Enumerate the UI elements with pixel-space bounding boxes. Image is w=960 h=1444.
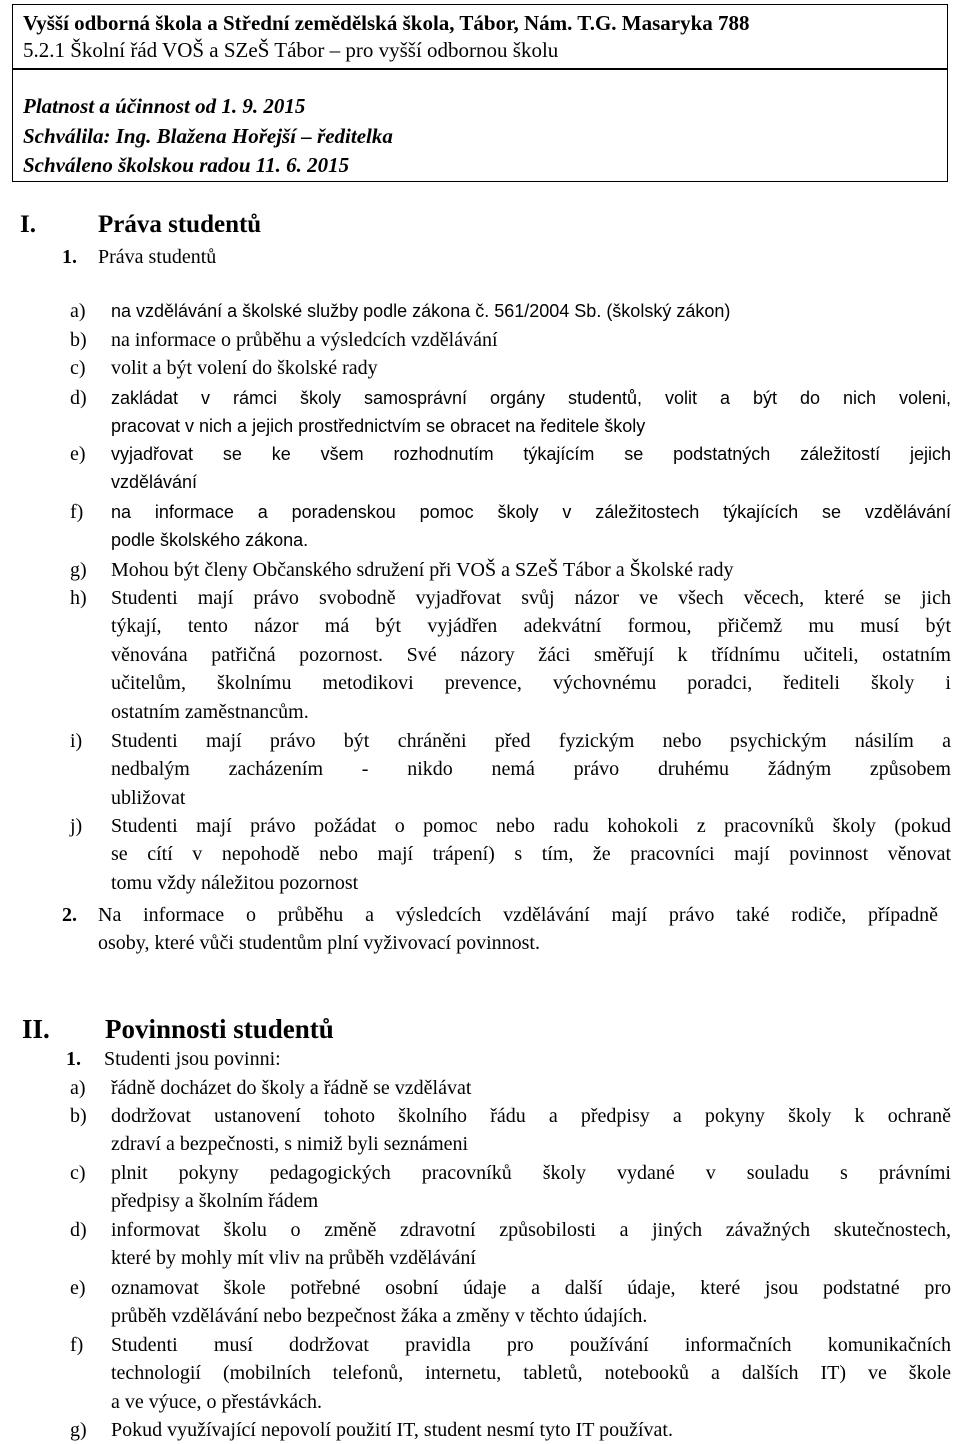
point-2-line-1: Na informace o průběhu a výsledcích vzdělávání mají právo také rodiče, případně: [98, 904, 938, 926]
section1-item-text-line: týkají, tento názor má být vyjádřen adekvátní formou, přičemž mu musí být: [111, 615, 951, 638]
section2-item-text-line: průběh vzdělávání nebo bezpečnost žáka a změny v těchto údajích.: [111, 1305, 648, 1328]
section1-item-text-line: volit a být volení do školské rady: [111, 357, 378, 379]
subsection-2-title: Studenti jsou povinni:: [104, 1048, 281, 1070]
header-box-approval: [12, 69, 948, 182]
school-name: Vyšší odborná škola a Střední zemědělská škola, Tábor, Nám. T.G. Masaryka 788: [23, 11, 750, 35]
section1-item-text-line: Studenti mají právo být chráněni před fyzickým nebo psychickým násilím a: [111, 730, 951, 752]
section1-item-text-line: vyjadřovat se ke všem rozhodnutím týkajícím se podstatných záležitostí jejich: [111, 444, 951, 464]
section2-item-text-line: předpisy a školním řádem: [111, 1190, 319, 1213]
section2-item-text-line: řádně docházet do školy a řádně se vzdělávat: [111, 1077, 472, 1099]
point-2-line-2: osoby, které vůči studentům plní vyživovací povinnost.: [98, 932, 540, 954]
section1-item-marker: b): [70, 329, 87, 351]
section1-item-marker: i): [70, 730, 83, 752]
section1-item-text-line: podle školského zákona.: [111, 530, 309, 551]
section1-item-text-line: učitelům, školnímu metodikovi prevence, výchovnému poradci, řediteli školy i: [111, 672, 951, 695]
subsection-1-number: 1.: [62, 246, 77, 268]
section1-item-marker: d): [70, 387, 87, 409]
section1-item-marker: f): [70, 501, 84, 523]
section1-item-text-line: ubližovat: [111, 786, 186, 809]
subsection-1-title: Práva studentů: [98, 246, 217, 268]
section2-item-marker: g): [70, 1419, 87, 1441]
header-box-school: [12, 4, 948, 69]
section1-item-marker: g): [70, 559, 87, 581]
section2-item-marker: e): [70, 1277, 86, 1299]
section1-item-text-line: tomu vždy náležitou pozornost: [111, 871, 359, 894]
section1-item-marker: j): [70, 815, 83, 837]
section-1-title: Práva studentů: [98, 211, 262, 238]
section1-item-marker: e): [70, 443, 86, 465]
section2-item-marker: c): [70, 1162, 86, 1184]
section1-item-marker: a): [70, 300, 86, 322]
subsection-2-number: 1.: [66, 1048, 81, 1070]
section2-item-text-line: Pokud využívající nepovolí použití IT, student nesmí tyto IT používat.: [111, 1419, 673, 1441]
section2-item-text-line: které by mohly mít vliv na průběh vzdělávání: [111, 1247, 476, 1270]
section2-item-text-line: oznamovat škole potřebné osobní údaje a další údaje, které jsou podstatné pro: [111, 1277, 951, 1299]
section2-item-marker: f): [70, 1334, 84, 1356]
section2-item-text-line: technologií (mobilních telefonů, internetu, tabletů, notebooků a dalších IT) ve škole: [111, 1362, 951, 1385]
section2-item-text-line: plnit pokyny pedagogických pracovníků školy vydané v souladu s právními: [111, 1162, 951, 1184]
validity-date: Platnost a účinnost od 1. 9. 2015: [23, 94, 306, 118]
section2-item-text-line: dodržovat ustanovení tohoto školního řádu a předpisy a pokyny školy k ochraně: [111, 1105, 951, 1127]
document-title: 5.2.1 Školní řád VOŠ a SZeŠ Tábor – pro vyšší odbornou školu: [23, 38, 559, 62]
section1-item-text-line: Studenti mají právo svobodně vyjadřovat svůj názor ve všech věcech, které se jich: [111, 587, 951, 609]
section1-item-text-line: se cítí v nepohodě nebo mají trápení) s tím, že pracovníci mají povinnost věnovat: [111, 843, 951, 866]
section1-item-text-line: pracovat v nich a jejich prostřednictvím se obracet na ředitele školy: [111, 416, 646, 437]
section2-item-marker: b): [70, 1105, 87, 1127]
section-1-number: I.: [20, 211, 36, 238]
section2-item-text-line: informovat školu o změně zdravotní způsobilosti a jiných závažných skutečnostech,: [111, 1219, 951, 1241]
section1-item-marker: h): [70, 587, 87, 609]
section1-item-text-line: na vzdělávání a školské služby podle zákona č. 561/2004 Sb. (školský zákon): [111, 301, 731, 321]
section1-item-text-line: Studenti mají právo požádat o pomoc nebo radu kohokoli z pracovníků školy (pokud: [111, 815, 951, 837]
section1-item-text-line: nedbalým zacházením - nikdo nemá právo druhému žádným způsobem: [111, 758, 951, 781]
approved-by: Schválila: Ing. Blažena Hořejší – ředitelka: [23, 124, 393, 148]
section1-item-text-line: ostatním zaměstnancům.: [111, 700, 309, 723]
section1-item-text-line: na informace o průběhu a výsledcích vzdělávání: [111, 329, 498, 351]
section-2-title: Povinnosti studentů: [105, 1014, 334, 1044]
section1-item-text-line: věnována patřičná pozornost. Své názory žáci směřují k třídnímu učiteli, ostatním: [111, 643, 951, 666]
section2-item-text-line: Studenti musí dodržovat pravidla pro používání informačních komunikačních: [111, 1334, 951, 1356]
section-2-number: II.: [22, 1014, 50, 1044]
approved-board: Schváleno školskou radou 11. 6. 2015: [23, 153, 350, 177]
section2-item-text-line: a ve výuce, o přestávkách.: [111, 1390, 323, 1413]
section2-item-marker: d): [70, 1219, 87, 1241]
section2-item-marker: a): [70, 1077, 86, 1099]
section1-item-text-line: zakládat v rámci školy samosprávní orgány studentů, volit a být do nich voleni,: [111, 388, 951, 408]
section1-item-text-line: na informace a poradenskou pomoc školy v záležitostech týkajících se vzdělávání: [111, 502, 951, 522]
section2-item-text-line: zdraví a bezpečnosti, s nimiž byli seznámeni: [111, 1133, 469, 1156]
point-2-number: 2.: [62, 904, 77, 926]
section1-item-marker: c): [70, 357, 86, 379]
section1-item-text-line: Mohou být členy Občanského sdružení při VOŠ a SZeŠ Tábor a Školské rady: [111, 559, 734, 581]
section1-item-text-line: vzdělávání: [111, 472, 198, 493]
